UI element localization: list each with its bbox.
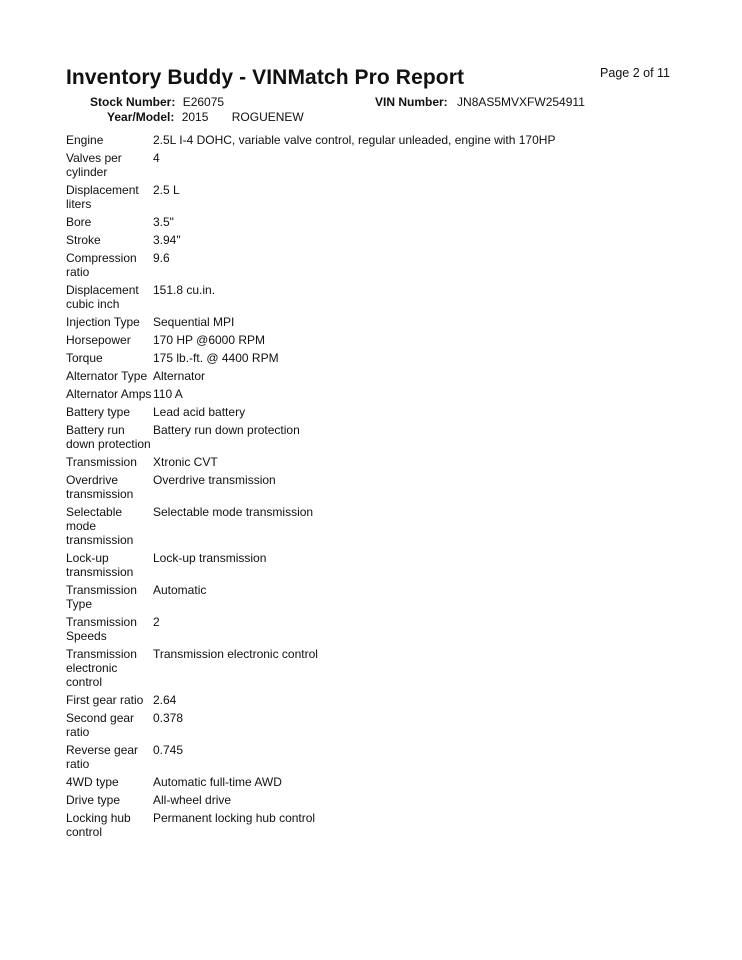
spec-value: 0.745 (153, 743, 184, 757)
vin-number-value: JN8AS5MVXFW254911 (457, 95, 585, 109)
spec-label: First gear ratio (66, 693, 144, 707)
spec-value: 9.6 (153, 251, 170, 265)
spec-value: 0.378 (153, 711, 184, 725)
spec-value: Battery run down protection (153, 423, 300, 437)
spec-row (66, 351, 666, 365)
vin-number (375, 95, 585, 110)
spec-row (66, 551, 666, 579)
spec-label: Transmission Speeds (66, 615, 137, 643)
spec-value: 175 lb.-ft. @ 4400 RPM (153, 351, 279, 365)
spec-row (66, 369, 666, 383)
spec-label: Transmission electronic control (66, 647, 137, 689)
spec-row (66, 405, 666, 419)
page-number: Page 2 of 11 (600, 66, 670, 80)
spec-value: 4 (153, 151, 160, 165)
year-value: 2015 (181, 110, 209, 124)
spec-label: Drive type (66, 793, 121, 807)
spec-label: Horsepower (66, 333, 131, 347)
spec-value: 2 (153, 615, 160, 629)
spec-value: All-wheel drive (153, 793, 232, 807)
spec-row (66, 775, 666, 789)
spec-label: Stroke (66, 233, 101, 247)
spec-list (66, 133, 666, 843)
spec-value: 2.5L I-4 DOHC, variable valve control, regular unleaded, engine with 170HP (153, 133, 556, 147)
spec-value: 3.5" (153, 215, 174, 229)
spec-row (66, 233, 666, 247)
spec-label: Displacement cubic inch (66, 283, 139, 311)
spec-row (66, 455, 666, 469)
spec-row (66, 315, 666, 329)
spec-label: Reverse gear ratio (66, 743, 139, 771)
year-model-label: Year/Model: (107, 110, 175, 124)
spec-value: Lead acid battery (153, 405, 246, 419)
spec-label: Battery type (66, 405, 131, 419)
spec-label: Lock-up transmission (66, 551, 134, 579)
spec-label: Compression ratio (66, 251, 137, 279)
spec-value: Permanent locking hub control (153, 811, 316, 825)
spec-value: 110 A (153, 387, 183, 401)
spec-value: Transmission electronic control (153, 647, 318, 661)
spec-row (66, 423, 666, 451)
spec-row (66, 647, 666, 689)
spec-row (66, 387, 666, 401)
stock-number (90, 95, 224, 110)
spec-row (66, 615, 666, 643)
spec-row (66, 133, 666, 147)
spec-row (66, 793, 666, 807)
spec-row (66, 743, 666, 771)
spec-label: Overdrive transmission (66, 473, 134, 501)
spec-row (66, 583, 666, 611)
spec-row (66, 711, 666, 739)
spec-label: Battery run down protection (66, 423, 151, 451)
spec-row (66, 333, 666, 347)
spec-value: 2.5 L (153, 183, 180, 197)
spec-value: Xtronic CVT (153, 455, 218, 469)
spec-value: Selectable mode transmission (153, 505, 314, 519)
spec-label: 4WD type (66, 775, 119, 789)
spec-value: 151.8 cu.in. (153, 283, 216, 297)
spec-label: Transmission Type (66, 583, 137, 611)
spec-value: 170 HP @6000 RPM (153, 333, 266, 347)
spec-row (66, 505, 666, 547)
spec-label: Locking hub control (66, 811, 131, 839)
spec-row (66, 283, 666, 311)
spec-row (66, 473, 666, 501)
spec-label: Transmission (66, 455, 137, 469)
report-title: Inventory Buddy - VINMatch Pro Report (66, 66, 465, 89)
spec-label: Engine (66, 133, 104, 147)
spec-value: Overdrive transmission (153, 473, 276, 487)
spec-value: Sequential MPI (153, 315, 235, 329)
stock-number-value: E26075 (182, 95, 225, 109)
spec-label: Injection Type (66, 315, 140, 329)
spec-row (66, 215, 666, 229)
spec-row (66, 811, 666, 839)
spec-value: 3.94" (153, 233, 181, 247)
spec-label: Second gear ratio (66, 711, 135, 739)
spec-row (66, 183, 666, 211)
spec-label: Torque (66, 351, 103, 365)
spec-row (66, 151, 666, 179)
spec-value: Lock-up transmission (153, 551, 267, 565)
spec-label: Alternator Type (66, 369, 148, 383)
spec-row (66, 693, 666, 707)
spec-label: Bore (66, 215, 92, 229)
spec-label: Displacement liters (66, 183, 139, 211)
spec-value: Automatic full-time AWD (153, 775, 282, 789)
spec-value: Alternator (153, 369, 206, 383)
spec-row (66, 251, 666, 279)
stock-number-label: Stock Number: (90, 95, 176, 109)
model-value: ROGUENEW (231, 110, 304, 124)
spec-value: 2.64 (153, 693, 177, 707)
spec-label: Alternator Amps (66, 387, 152, 401)
spec-value: Automatic (153, 583, 207, 597)
vin-number-label: VIN Number: (375, 95, 448, 109)
spec-label: Valves per cylinder (66, 151, 122, 179)
year-model (107, 110, 304, 125)
spec-label: Selectable mode transmission (66, 505, 134, 547)
